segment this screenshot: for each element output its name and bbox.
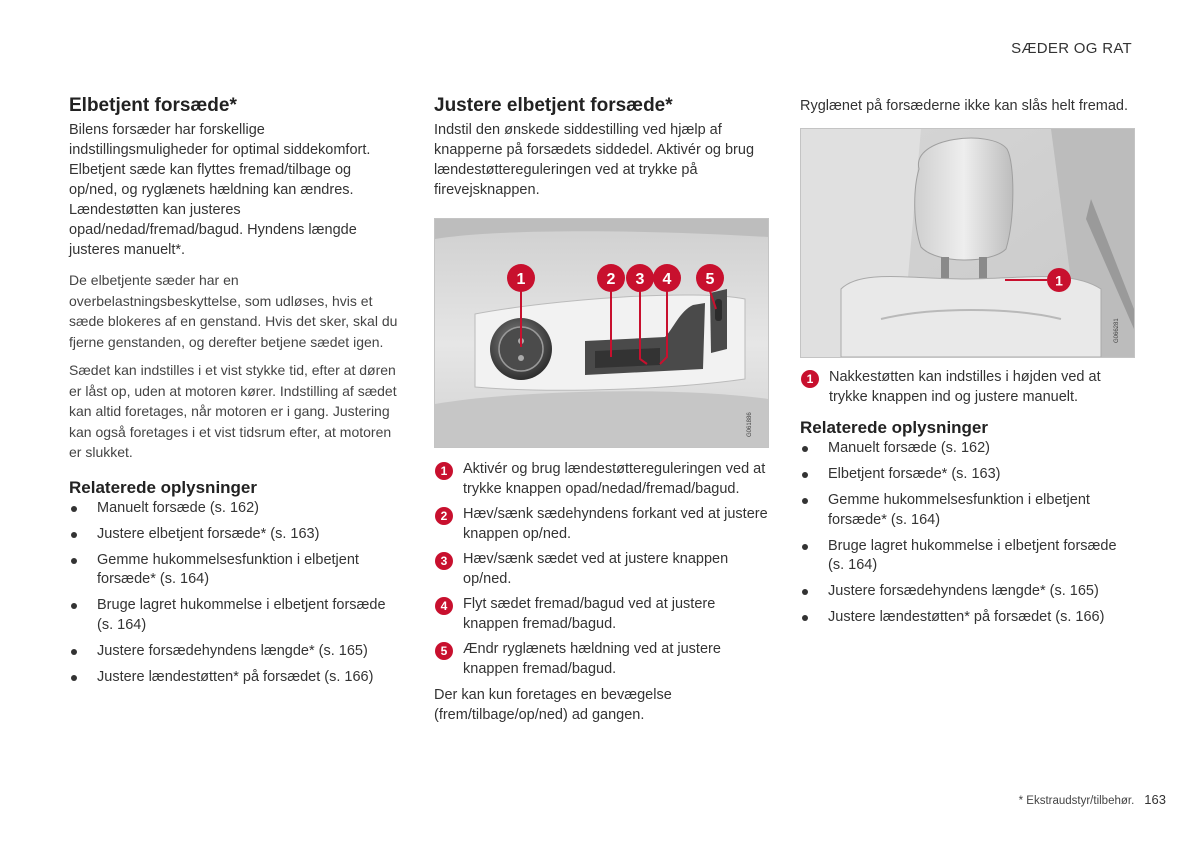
related-link[interactable]: Gemme hukommelsesfunktion i elbetjent forsæde* (s. 164) (69, 551, 402, 590)
callout-5 (696, 264, 724, 292)
related-title: Relaterede oplysninger (69, 477, 258, 497)
related-link[interactable]: Bruge lagret hukommelse i elbetjent forsæde (s. 164) (69, 596, 402, 635)
step-item (434, 595, 768, 634)
footnote: * Ekstraudstyr/tilbehør. (1018, 795, 1135, 807)
column-electric-seat (69, 94, 402, 694)
related-link[interactable]: Justere forsædehyndens længde* (s. 165) (800, 582, 1134, 602)
step-text: Hæv/sænk sædet ved at justere knappen op/ned. (463, 551, 729, 587)
callout-4 (653, 264, 681, 292)
related-list (800, 439, 1134, 628)
step-list (434, 460, 768, 679)
related-title: Relaterede oplysninger (800, 418, 989, 437)
callout-1 (1047, 268, 1071, 292)
related-link[interactable]: Manuelt forsæde (s. 162) (800, 439, 1134, 459)
svg-text:2: 2 (606, 271, 616, 288)
step-number-badge: 5 (435, 642, 453, 660)
svg-text:4: 4 (662, 271, 672, 288)
step-number-badge: 4 (435, 597, 453, 615)
step-text: Aktivér og brug lændestøttereguleringen ved at trykke knappen opad/nedad/fremad/bagud. (463, 461, 766, 497)
svg-text:3: 3 (635, 271, 645, 288)
step-item (434, 505, 768, 544)
step-list (800, 368, 1134, 407)
single-movement-note: Der kan kun foretages en bevægelse (frem/tilbage/op/ned) ad gangen. (434, 687, 672, 723)
step-item (434, 460, 768, 499)
section-title: Elbetjent forsæde* (69, 95, 237, 116)
step-item (434, 550, 768, 589)
headrest-illustration (801, 129, 1134, 357)
backrest-note: Ryglænet på forsæderne ikke kan slås helt fremad. (800, 98, 1129, 114)
related-link[interactable]: Justere lændestøtten* på forsædet (s. 166) (800, 608, 1134, 628)
related-link[interactable]: Justere forsædehyndens længde* (s. 165) (69, 642, 402, 662)
page-number: 163 (1144, 792, 1166, 807)
headrest-figure (800, 128, 1135, 358)
step-number-badge: 3 (435, 552, 453, 570)
section-title: Justere elbetjent forsæde* (434, 95, 673, 116)
related-link[interactable]: Bruge lagret hukommelse i elbetjent forsæde (s. 164) (800, 537, 1134, 576)
figure-code: G066281 (1114, 318, 1120, 343)
intro-paragraph: Indstil den ønskede siddestilling ved hjælp af knapperne på forsædets siddedel. Aktivér og brug lændestøttereguleringen ved at trykke på firevejsknappen. (434, 122, 755, 198)
step-item (800, 368, 1134, 407)
related-list (69, 499, 402, 688)
step-text: Hæv/sænk sædehyndens forkant ved at justere knappen op/ned. (463, 506, 768, 542)
svg-text:1: 1 (516, 271, 526, 288)
svg-text:5: 5 (705, 271, 715, 288)
figure-code: G061886 (747, 412, 753, 437)
related-link[interactable]: Manuelt forsæde (s. 162) (69, 499, 402, 519)
related-link[interactable]: Gemme hukommelsesfunktion i elbetjent forsæde* (s. 164) (800, 491, 1134, 530)
seat-controls-figure (434, 218, 769, 448)
step-number-badge: 1 (435, 462, 453, 480)
callout-3 (626, 264, 654, 292)
related-link[interactable]: Elbetjent forsæde* (s. 163) (800, 465, 1134, 485)
column-headrest (800, 96, 1134, 634)
callout-1 (507, 264, 535, 292)
seat-controls-illustration (435, 219, 768, 447)
callout-2 (597, 264, 625, 292)
step-number-badge: 1 (801, 370, 819, 388)
related-link[interactable]: Justere elbetjent forsæde* (s. 163) (69, 525, 402, 545)
step-text: Ændr ryglænets hældning ved at justere knappen fremad/bagud. (463, 641, 721, 677)
step-text: Nakkestøtten kan indstilles i højden ved at trykke knappen ind og justere manuelt. (829, 369, 1101, 405)
column-adjust-seat (434, 94, 768, 725)
intro-paragraph: Bilens forsæder har forskellige indstillingsmuligheder for optimal siddekomfort. Elbetjent sæde kan flyttes fremad/tilbage og op/ned, og ryglænets hældning kan ændres. Lændestøtten kan justeres opad/nedad/fremad/bagud. Hyndens længde justeres manuelt*. (69, 122, 371, 258)
step-number-badge: 2 (435, 507, 453, 525)
svg-text:1: 1 (1055, 272, 1063, 289)
adjust-time-paragraph: Sædet kan indstilles i et vist stykke tid, efter at døren er låst op, uden at motoren kører. Indstilling af sædet kan altid foretages, når motoren er i gang. Justering kan også foretages i et vist tidsrum efter, at motoren er slukket. (69, 362, 397, 460)
section-header: SÆDER OG RAT (1011, 40, 1132, 57)
overload-paragraph: De elbetjente sæder har en overbelastningsbeskyttelse, som udløses, hvis et sæde blokeres af en genstand. Hvis det sker, skal du fjerne genstanden, og derefter betjene sædet igen. (69, 272, 398, 350)
step-text: Flyt sædet fremad/bagud ved at justere knappen fremad/bagud. (463, 596, 716, 632)
related-link[interactable]: Justere lændestøtten* på forsædet (s. 166) (69, 668, 402, 688)
step-item (434, 640, 768, 679)
page-footer (1019, 792, 1166, 807)
